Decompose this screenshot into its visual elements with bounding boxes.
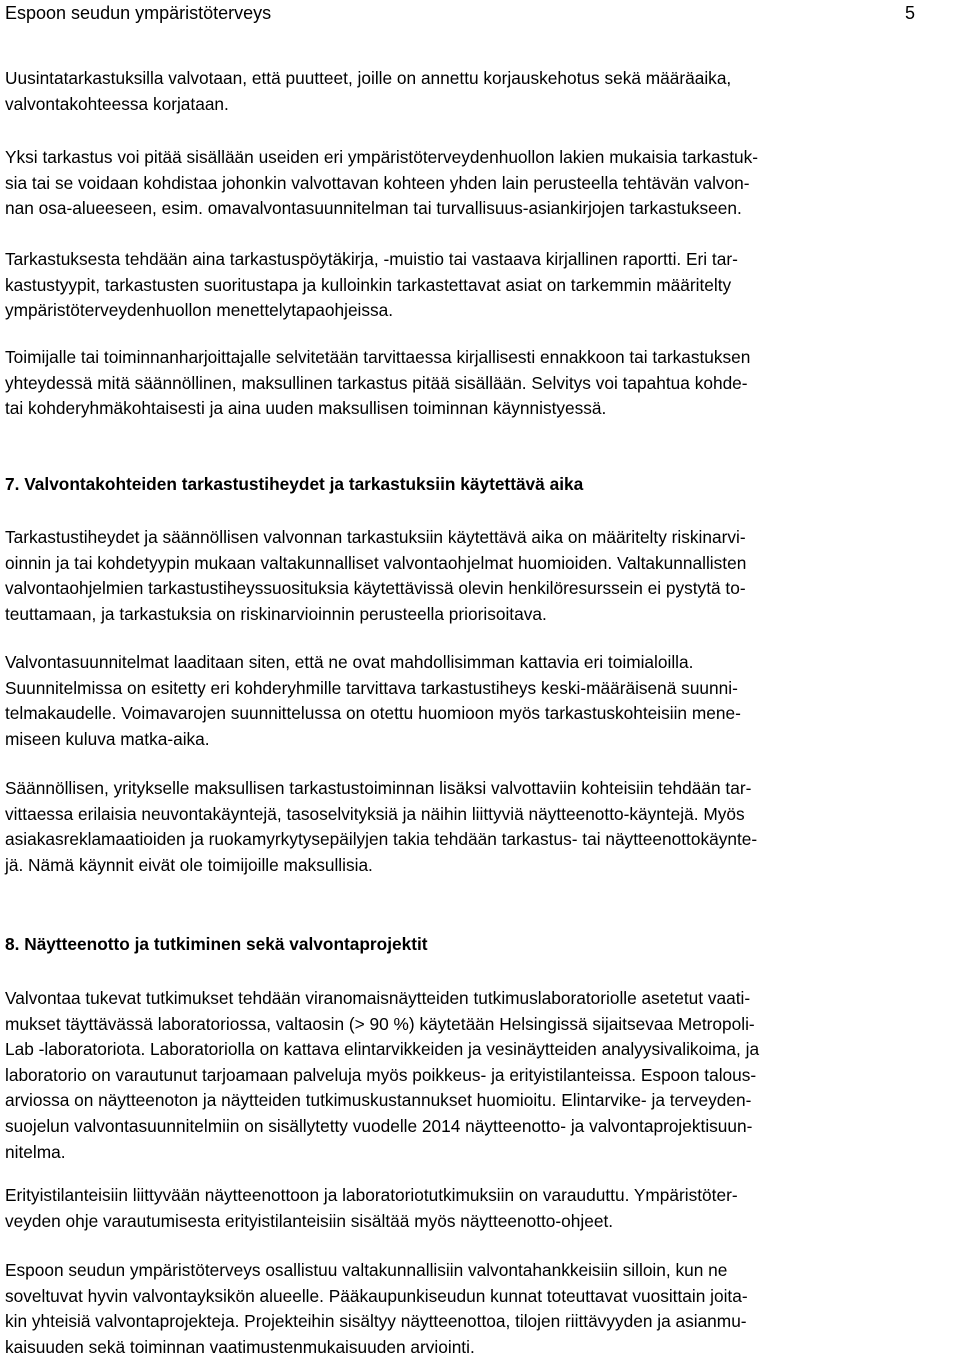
paragraph-reinspections (5, 66, 955, 117)
text-line: Suunnitelmissa on esitetty eri kohderyhmille tarvittava tarkastustiheys keski-määräisenä suunni- (5, 677, 738, 698)
text-line: soveltuvat hyvin valvontayksikön alueelle. Pääkaupunkiseudun kunnat toteuttavat vuosittain joita- (5, 1285, 748, 1306)
section-8-heading: 8. Näytteenotto ja tutkiminen sekä valvontaprojektit (5, 934, 428, 954)
text-line: valvontakohteessa korjataan. (5, 93, 229, 114)
page-number: 5 (904, 3, 915, 23)
text-line: Valvontaa tukevat tutkimukset tehdään viranomaisnäytteiden tutkimuslaboratoriolle asetetut vaati- (5, 988, 751, 1008)
text-line: ympäristöterveydenhuollon menettelytapaohjeissa. (5, 300, 394, 321)
text-line: nitelma. (5, 1141, 66, 1162)
text-line: Toimijalle tai toiminnanharjoittajalle selvitetään tarvittaessa kirjallisesti ennakkoon tai tarkastuksen (5, 347, 751, 367)
paragraph-inspection-frequency (5, 525, 955, 627)
text-line: telmakaudelle. Voimavarojen suunnittelussa on otettu huomioon myös tarkastuskohteisiin mene- (5, 703, 741, 724)
text-line: Espoon seudun ympäristöterveys osallistuu valtakunnallisiin valvontahankkeisiin silloin, kun ne (5, 1260, 728, 1280)
text-line: sia tai se voidaan kohdistaa johonkin valvottavan kohteen yhden lain perusteella tehtävän valvon- (5, 172, 750, 193)
text-line: Uusintatarkastuksilla valvotaan, että puutteet, joille on annettu korjauskehotus sekä määräaika, (5, 68, 732, 88)
paragraph-monitoring-projects (5, 1258, 955, 1360)
text-line: tai kohderyhmäkohtaisesti ja aina uuden maksullisen toiminnan käynnistyessä. (5, 398, 607, 419)
text-line: laboratorio on varautunut tarjoamaan palveluja myös poikkeus- ja erityistilanteissa. Espoon talous- (5, 1064, 757, 1085)
paragraph-inspection-report (5, 247, 955, 324)
text-line: asiakasreklamaatioiden ja ruokamyrkytysepäilyjen takia tehdään tarkastus- tai näytteenottokäynte- (5, 829, 758, 850)
text-line: arviossa on näytteenoton ja näytteiden tutkimuskustannukset huomioitu. Elintarvike- ja terveyden- (5, 1090, 752, 1111)
text-line: oinnin ja tai kohdetyypin mukaan valtakunnalliset valvontaohjelmat huomioiden. Valtakunnallisten (5, 552, 747, 573)
text-line: veyden ohje varautumisesta erityistilanteisiin sisältää myös näytteenotto-ohjeet. (5, 1210, 614, 1231)
text-line: suojelun valvontasuunnitelmiin on sisällytetty vuodelle 2014 näytteenotto- ja valvontaprojektisuun- (5, 1115, 753, 1136)
paragraph-advisory-visits (5, 776, 955, 878)
running-header (5, 0, 915, 26)
text-line: Yksi tarkastus voi pitää sisällään useiden eri ympäristöterveydenhuollon lakien mukaisia tarkastuk- (5, 147, 759, 167)
text-line: Tarkastuksesta tehdään aina tarkastuspöytäkirja, -muistio tai vastaava kirjallinen raportti. Eri tar- (5, 249, 738, 269)
text-line: kastustyypit, tarkastusten suoritustapa ja kulloinkin tarkastettavat asiat on tarkemmin määritelty (5, 274, 732, 295)
text-line: nan osa-alueeseen, esim. omavalvontasuunnitelman tai turvallisuus-asiankirjojen tarkastukseen. (5, 198, 742, 219)
text-line: Erityistilanteisiin liittyvään näytteenottoon ja laboratoriotutkimuksiin on varauduttu. Ympäristöter- (5, 1185, 738, 1205)
paragraph-inspection-scope (5, 145, 955, 222)
text-line: mukset täyttävässä laboratoriossa, valtaosin (> 90 %) käytetään Helsingissä sijaitsevaa Metropoli- (5, 1013, 755, 1034)
header-title: Espoon seudun ympäristöterveys (5, 3, 272, 23)
paragraph-operator-info (5, 345, 955, 422)
text-line: Valvontasuunnitelmat laaditaan siten, että ne ovat mahdollisimman kattavia eri toimialoilla. (5, 652, 694, 672)
text-line: yhteydessä mitä säännöllinen, maksullinen tarkastus pitää sisällään. Selvitys voi tapahtua kohde- (5, 372, 748, 393)
paragraph-special-situations (5, 1183, 955, 1234)
section-7-heading: 7. Valvontakohteiden tarkastustiheydet ja tarkastuksiin käytettävä aika (5, 474, 584, 494)
text-line: miseen kuluva matka-aika. (5, 728, 210, 749)
text-line: Tarkastustiheydet ja säännöllisen valvonnan tarkastuksiin käytettävä aika on määritelty riskinarvi- (5, 527, 746, 547)
text-line: valvontaohjelmien tarkastustiheyssuosituksia käytettävissä olevin henkilöresurssein ei pystytä to- (5, 578, 746, 599)
text-line: teuttamaan, ja tarkastuksia on riskinarvioinnin perusteella priorisoitava. (5, 603, 547, 624)
paragraph-laboratory-studies (5, 986, 955, 1165)
text-line: vittaessa erilaisia neuvontakäyntejä, tasoselvityksiä ja näihin liittyviä näytteenotto-käyntejä. Myös (5, 803, 745, 824)
text-line: Lab -laboratoriota. Laboratoriolla on kattava elintarvikkeiden ja vesinäytteiden analyysivalikoima, ja (5, 1039, 760, 1060)
text-line: kin yhteisiä valvontaprojekteja. Projekteihin sisältyy näytteenottoa, tilojen riittävyyden ja asianmu- (5, 1311, 747, 1332)
text-line: jä. Nämä käynnit eivät ole toimijoille maksullisia. (5, 854, 373, 875)
text-line: kaisuuden sekä toiminnan vaatimustenmukaisuuden arviointi. (5, 1336, 475, 1357)
text-line: Säännöllisen, yritykselle maksullisen tarkastustoiminnan lisäksi valvottaviin kohteisiin tehdään tar- (5, 778, 752, 798)
paragraph-monitoring-plans (5, 650, 955, 752)
